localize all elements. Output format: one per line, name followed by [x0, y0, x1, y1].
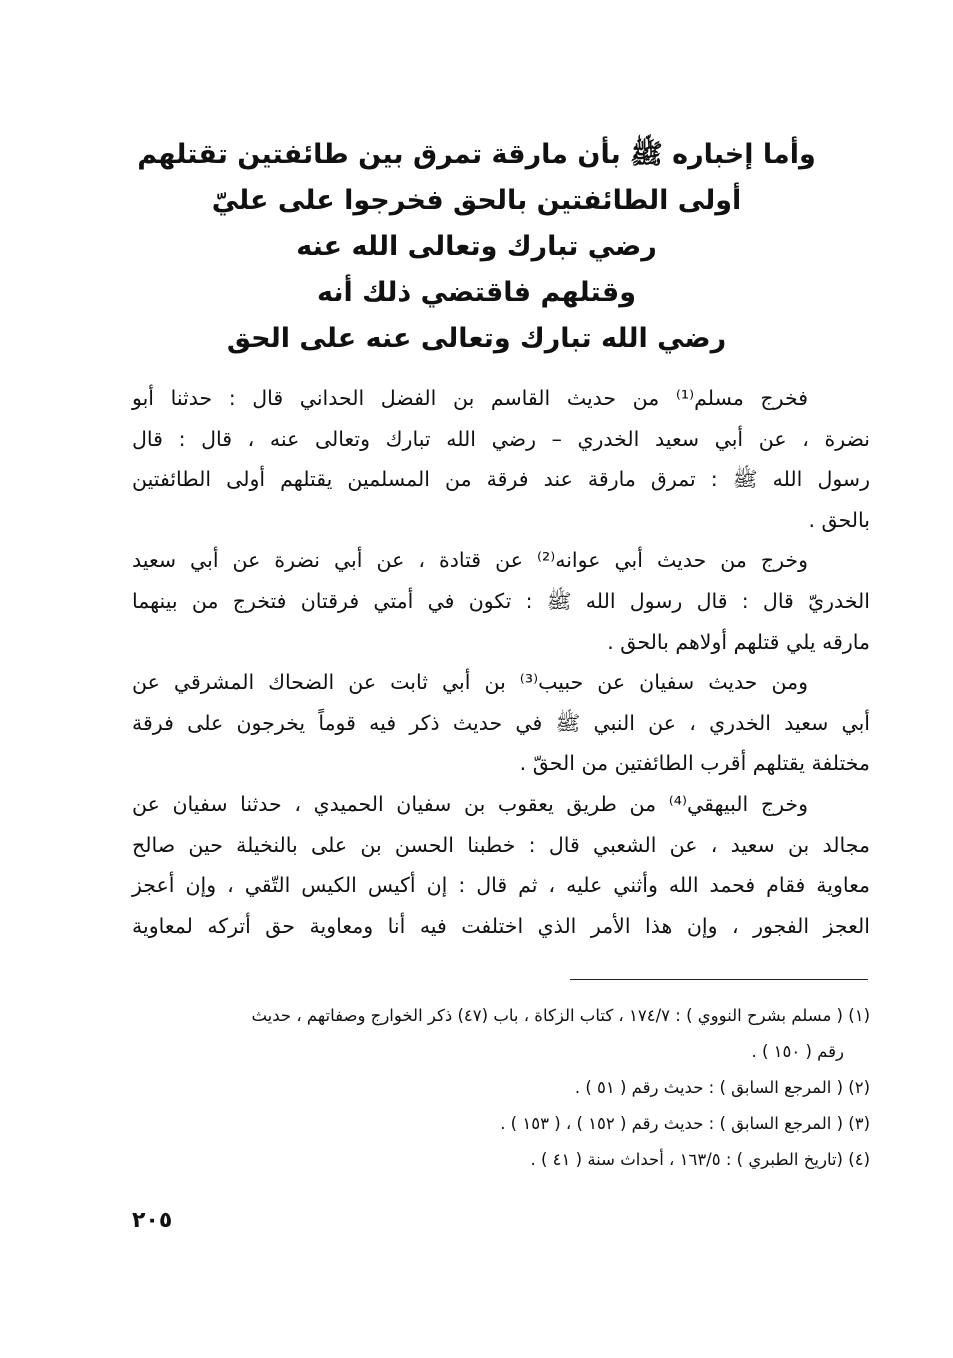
text-line: مختلفة يقتلهم أقرب الطائفتين من الحقّ . [519, 751, 870, 776]
paragraph [132, 784, 870, 946]
text-line: مارقه يلي قتلهم أولاهم بالحق . [607, 629, 870, 654]
text-line: مجالد بن سعيد ، عن الشعبي قال : خطبنا الحسن بن على بالنخيلة حين صالح [132, 832, 870, 857]
text-line: وخرج من حديث أبي عوانه⁽²⁾ عن قتادة ، عن أبي نضرة عن أبي سعيد [132, 548, 808, 573]
text-line: العجز الفجور ، وإن هذا الأمر الذي اختلفت فيه أنا ومعاوية حق أتركه لمعاوية [132, 913, 870, 938]
chapter-heading [120, 132, 833, 362]
paragraph [132, 540, 870, 662]
text-line: وخرج البيهقي⁽⁴⁾ من طريق يعقوب بن سفيان الحميدي ، حدثنا سفيان عن [132, 791, 808, 816]
heading-line: أولى الطائفتين بالحق فخرجوا على عليّ [211, 185, 742, 216]
text-line: ومن حديث سفيان عن حبيب⁽³⁾ بن أبي ثابت عن الضحاك المشرقي عن [132, 670, 808, 695]
text-line: نضرة ، عن أبي سعيد الخدري – رضي الله تبارك وتعالى عنه ، قال : قال [132, 426, 870, 451]
heading-line: رضي تبارك وتعالى الله عنه [296, 231, 657, 262]
text-line: رسول الله ﷺ : تمرق مارقة عند فرقة من المسلمين يقتلهم أولى الطائفتين [132, 467, 870, 492]
body-text [132, 378, 870, 946]
heading-line: رضي الله تبارك وتعالى عنه على الحق [226, 323, 727, 354]
heading-line: وأما إخباره ﷺ بأن مارقة تمرق بين طائفتين تقتلهم [137, 139, 816, 170]
text-line: بالحق . [808, 507, 870, 532]
paragraph [132, 662, 870, 784]
footnote: (٣) ( المرجع السابق ) : حديث رقم ( ١٥٢ ) ، ( ١٥٣ ) . [500, 1114, 870, 1133]
text-line: فخرج مسلم⁽¹⁾ من حديث القاسم بن الفضل الحداني قال : حدثنا أبو [132, 386, 809, 410]
footnotes [132, 998, 870, 1178]
paragraph [132, 378, 870, 540]
text-line: الخدريّ قال : قال رسول الله ﷺ : تكون في أمتي فرقتان فتخرج من بينهما [132, 588, 870, 613]
footnote-continuation: رقم ( ١٥٠ ) . [751, 1042, 844, 1061]
heading-line: وقتلهم فاقتضي ذلك أنه [316, 277, 637, 308]
footnote: (٢) ( المرجع السابق ) : حديث رقم ( ٥١ ) . [574, 1078, 870, 1097]
text-line: أبي سعيد الخدري ، عن النبي ﷺ في حديث ذكر فيه قوماً يخرجون على فرقة [132, 710, 870, 735]
text-line: معاوية فقام فحمد الله وأثني عليه ، ثم قال : إن أكيس الكيس التّقي ، وإن أعجز [132, 873, 870, 898]
page-number: ٢٠٥ [132, 1208, 173, 1233]
footnote: (١) ( مسلم بشرح النووي ) : ١٧٤/٧ ، كتاب الزكاة ، باب (٤٧) ذكر الخوارج وصفاتهم ، حديث [251, 1006, 870, 1025]
footnote: (٤) (تاريخ الطبري ) : ١٦٣/٥ ، أحداث سنة ( ٤١ ) . [530, 1150, 870, 1169]
footnote-separator [570, 979, 868, 980]
